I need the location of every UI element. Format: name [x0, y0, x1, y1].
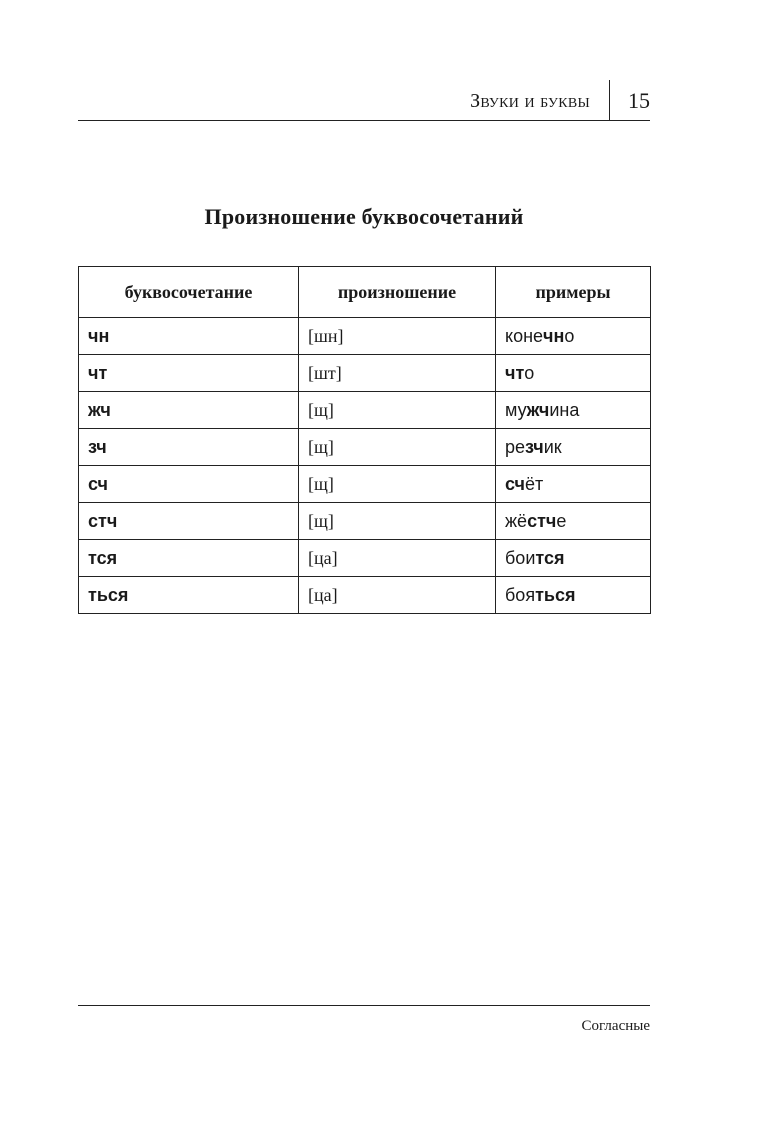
- cell-example: [496, 540, 651, 577]
- example-highlight: тся: [535, 547, 565, 568]
- cell-pronunciation: [щ]: [299, 503, 496, 540]
- example-suffix: о: [524, 362, 535, 383]
- example-prefix: боя: [505, 584, 536, 605]
- cell-combo: сч: [79, 466, 299, 503]
- cell-pronunciation: [щ]: [299, 429, 496, 466]
- table-row: [79, 355, 651, 392]
- cell-combo: жч: [79, 392, 299, 429]
- example-suffix: е: [556, 510, 567, 531]
- cell-example: [496, 466, 651, 503]
- example-prefix: ре: [505, 436, 526, 457]
- cell-combo: стч: [79, 503, 299, 540]
- example-highlight: ться: [535, 584, 576, 605]
- cell-pronunciation: [шт]: [299, 355, 496, 392]
- pronunciation-table: [78, 266, 651, 614]
- cell-combo: ться: [79, 577, 299, 614]
- page-title: Произношение буквосочетаний: [204, 204, 524, 229]
- table-row: [79, 318, 651, 355]
- cell-example: [496, 318, 651, 355]
- cell-example: [496, 392, 651, 429]
- example-highlight: зч: [525, 436, 544, 457]
- column-header-combo: буквосочетание: [79, 267, 299, 318]
- cell-example: [496, 429, 651, 466]
- header-divider: [609, 80, 611, 120]
- table-row: [79, 466, 651, 503]
- table-row: [79, 392, 651, 429]
- table-row: [79, 503, 651, 540]
- example-prefix: му: [505, 399, 527, 420]
- table-row: [79, 540, 651, 577]
- cell-pronunciation: [шн]: [299, 318, 496, 355]
- cell-pronunciation: [ца]: [299, 577, 496, 614]
- example-prefix: бои: [505, 547, 536, 568]
- example-prefix: жё: [505, 510, 528, 531]
- table-header-row: [79, 267, 651, 318]
- cell-combo: зч: [79, 429, 299, 466]
- cell-pronunciation: [щ]: [299, 466, 496, 503]
- cell-example: [496, 503, 651, 540]
- table-row: [79, 577, 651, 614]
- example-highlight: стч: [527, 510, 557, 531]
- example-highlight: чт: [505, 362, 525, 383]
- cell-pronunciation: [ца]: [299, 540, 496, 577]
- footer-divider: [78, 1005, 650, 1006]
- example-suffix: ёт: [525, 473, 544, 494]
- example-prefix: коне: [505, 325, 544, 346]
- column-header-pronunciation: произношение: [299, 267, 496, 318]
- example-suffix: о: [564, 325, 575, 346]
- cell-pronunciation: [щ]: [299, 392, 496, 429]
- example-suffix: ик: [543, 436, 562, 457]
- cell-combo: тся: [79, 540, 299, 577]
- cell-combo: чт: [79, 355, 299, 392]
- column-header-examples: примеры: [496, 267, 651, 318]
- example-highlight: чн: [543, 325, 565, 346]
- cell-combo: чн: [79, 318, 299, 355]
- table-row: [79, 429, 651, 466]
- cell-example: [496, 355, 651, 392]
- example-highlight: сч: [505, 473, 525, 494]
- example-highlight: жч: [526, 399, 550, 420]
- footer-section-label: Согласные: [581, 1018, 650, 1034]
- cell-example: [496, 577, 651, 614]
- section-title: Звуки и буквы: [470, 90, 590, 112]
- running-header: [78, 80, 650, 121]
- example-suffix: ина: [549, 399, 580, 420]
- page-number: 15: [628, 88, 650, 113]
